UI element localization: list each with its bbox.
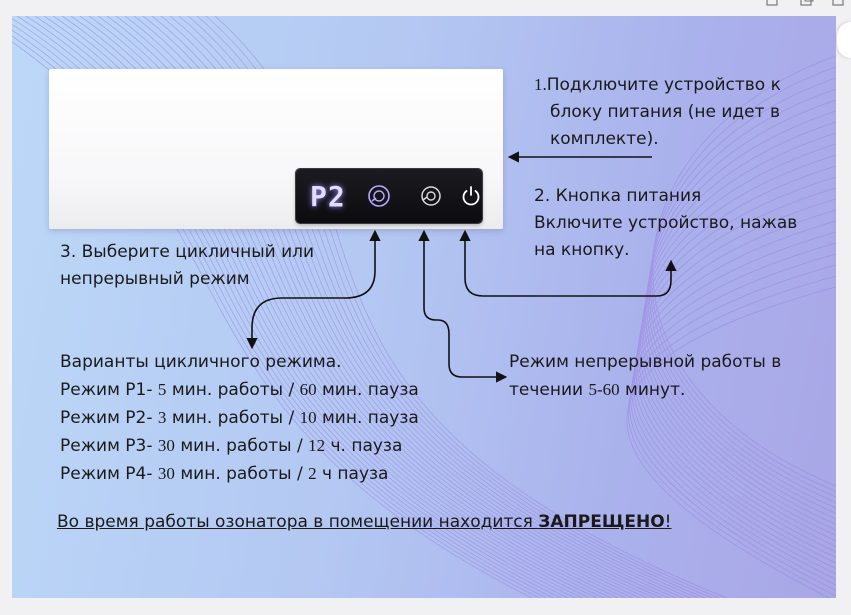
step2-line3: на кнопку. bbox=[534, 240, 630, 260]
step3-text bbox=[60, 239, 314, 293]
list-item: Режим Р4- 30 мин. работы / 2 ч пауза bbox=[60, 464, 389, 484]
step3-line2: непрерывный режим bbox=[60, 269, 250, 289]
continuous-mode-text bbox=[509, 349, 781, 404]
step2-line2: Включите устройство, нажав bbox=[534, 213, 798, 233]
step2-title: 2. Кнопка питания bbox=[534, 186, 702, 206]
step2-text bbox=[534, 183, 797, 264]
mode-display: P2 bbox=[310, 180, 346, 213]
continuous-line1: Режим непрерывной работы в bbox=[509, 352, 782, 372]
window-toolbar bbox=[741, 0, 851, 16]
continuous-line2: течении 5-60 минут. bbox=[509, 380, 686, 400]
comment-icon bbox=[767, 0, 777, 5]
cyclic-modes-list bbox=[60, 349, 419, 488]
step1-text bbox=[534, 71, 781, 153]
list-item: Режим Р2- 3 мин. работы / 10 мин. пауза bbox=[60, 408, 419, 428]
add-page-icon bbox=[833, 0, 843, 5]
duplicate-icon-back bbox=[805, 0, 813, 1]
warning-emphasis: ЗАПРЕЩЕНО bbox=[538, 512, 665, 532]
side-panel-toggle[interactable] bbox=[837, 22, 851, 58]
step1-line2: блоку питания (не идет в bbox=[550, 102, 780, 122]
step1-line3: комплекте). bbox=[550, 129, 659, 149]
toolbar-icons bbox=[741, 0, 851, 16]
list-item: Режим Р3- 30 мин. работы / 12 ч. пауза bbox=[60, 436, 403, 456]
slide bbox=[12, 16, 836, 598]
step1-number: 1. bbox=[534, 75, 547, 94]
list-item: Режим Р1- 5 мин. работы / 60 мин. пауза bbox=[60, 380, 419, 400]
cyclic-heading: Варианты цикличного режима. bbox=[60, 352, 342, 372]
warning-text: Во время работы озонатора в помещении находится ЗАПРЕЩЕНО! bbox=[57, 512, 672, 532]
step1-line1: 1.Подключите устройство к bbox=[534, 75, 781, 95]
step3-line1: 3. Выберите цикличный или bbox=[60, 242, 315, 262]
